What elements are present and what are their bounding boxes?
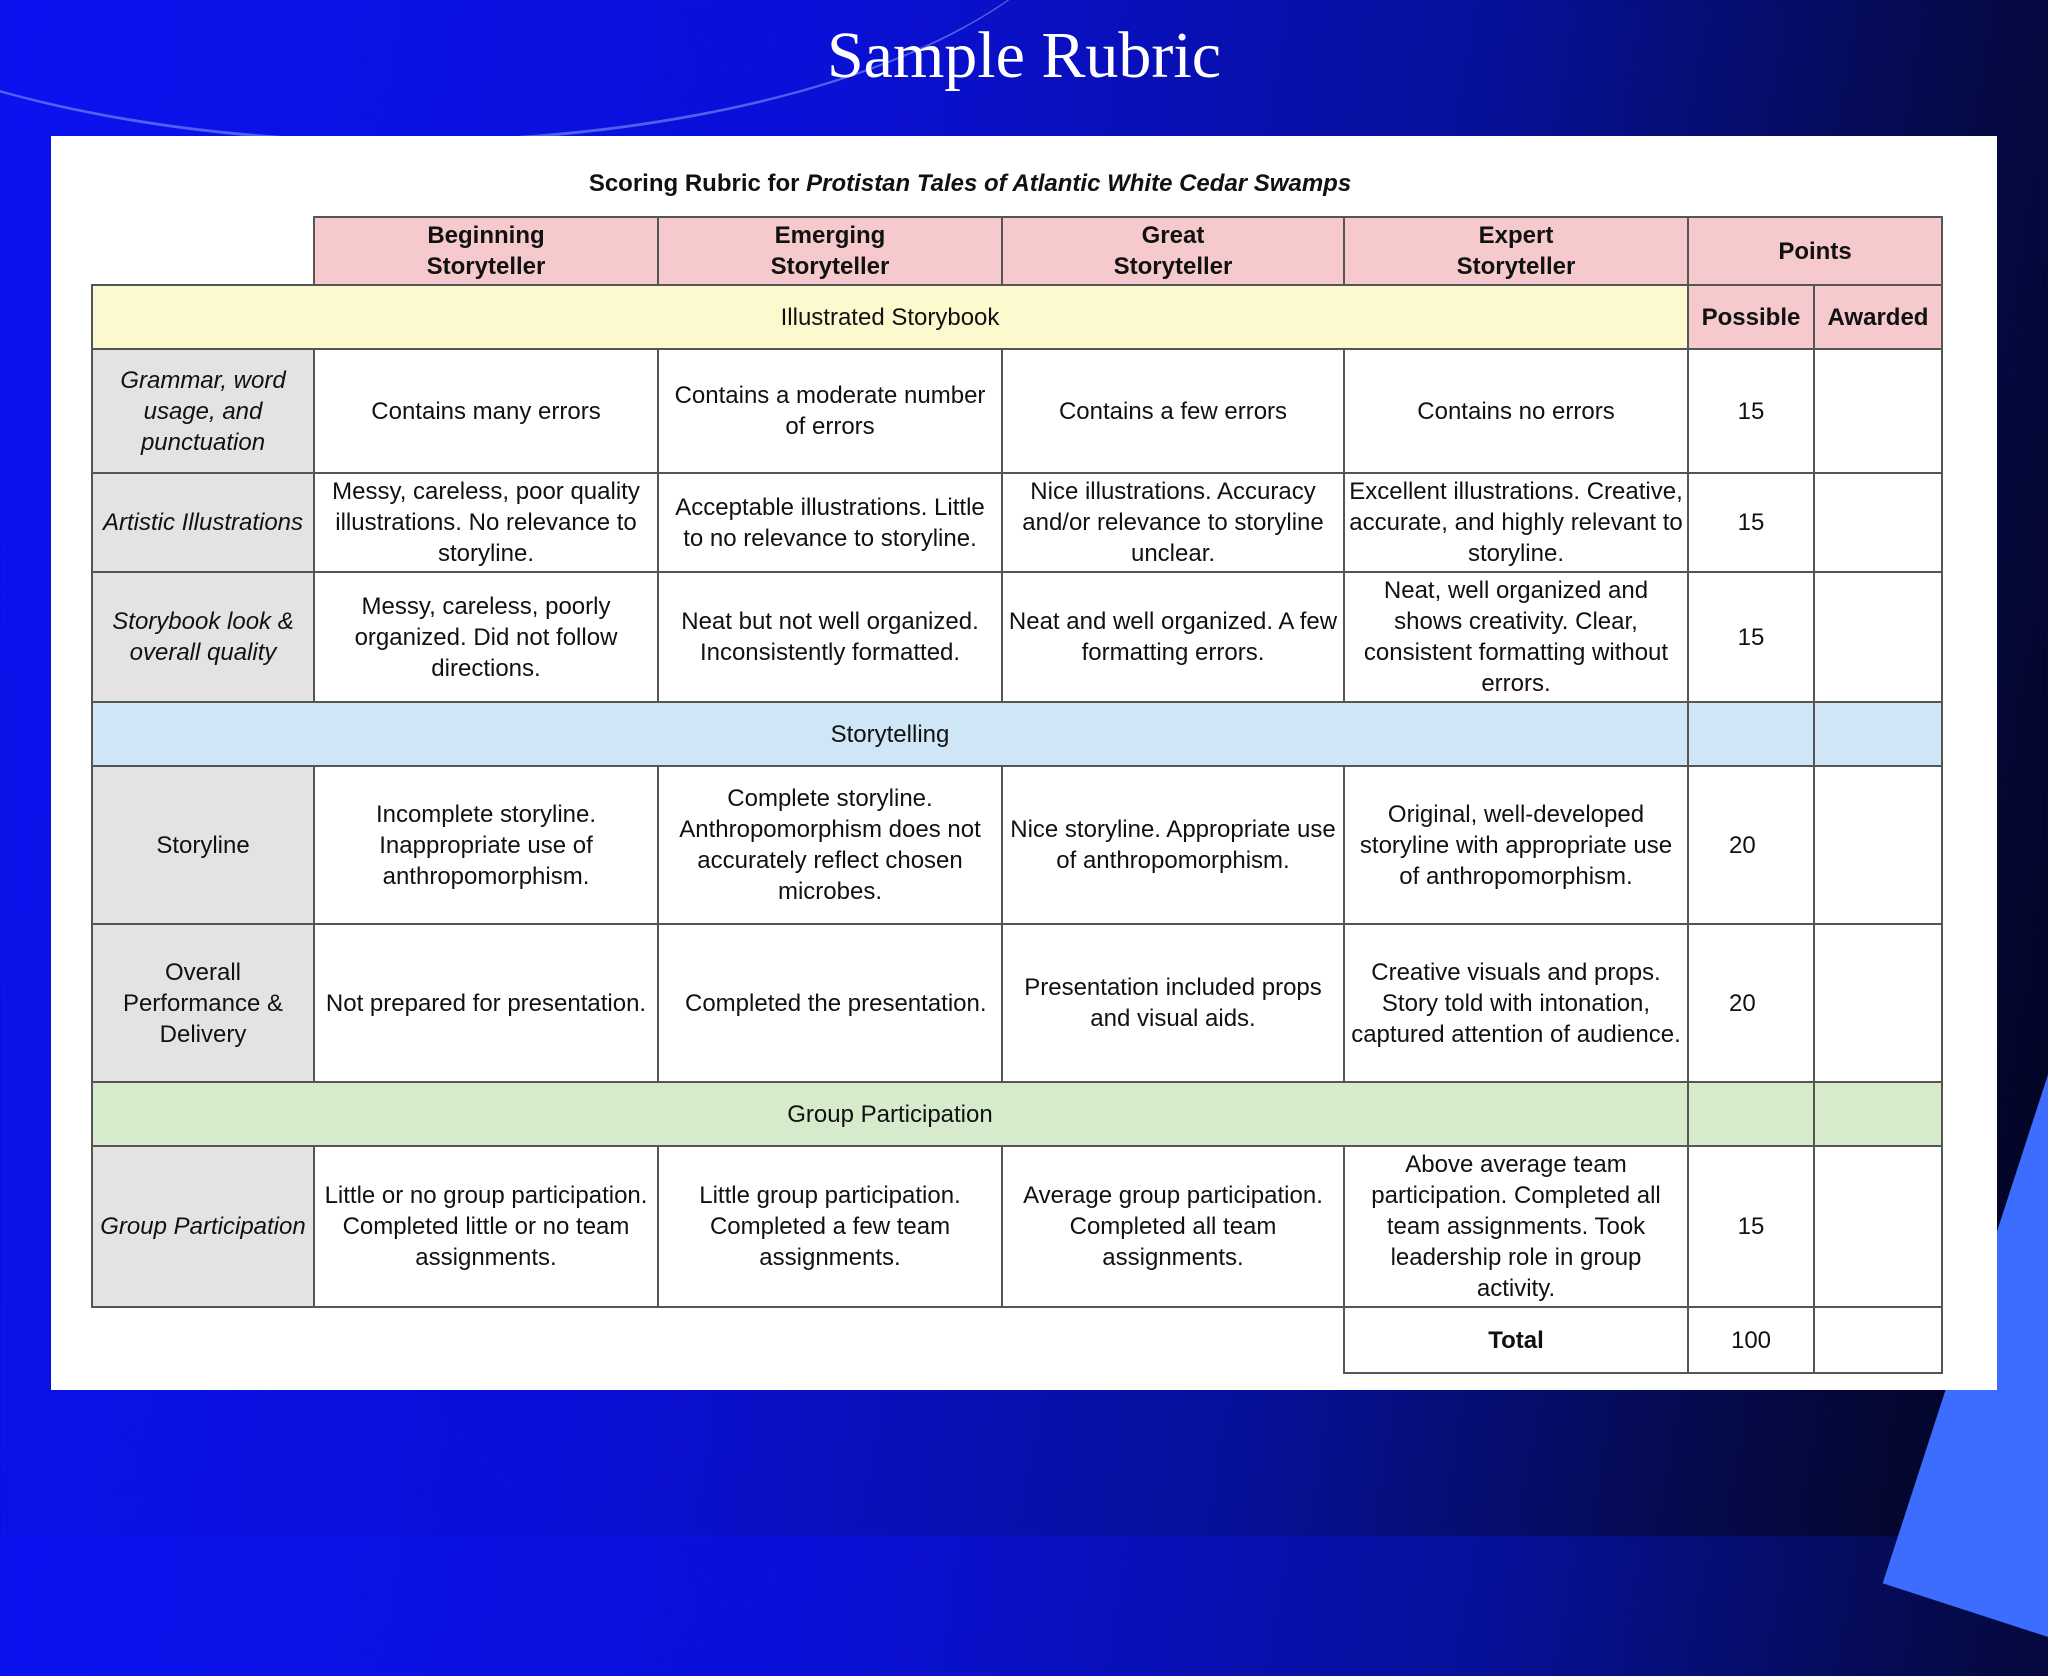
row-label: Group Participation (92, 1146, 314, 1307)
rubric-table (91, 216, 1943, 1374)
rubric-title-prefix: Scoring Rubric for (588, 170, 807, 197)
rubric-cell: Nice illustrations. Accuracy and/or relevance to storyline unclear. (1002, 473, 1344, 572)
row-label: Artistic Illustrations (92, 473, 314, 572)
possible-points: 15 (1688, 1146, 1814, 1307)
rubric-cell: Contains no errors (1344, 349, 1688, 473)
rubric-row (92, 1146, 1942, 1307)
rubric-title (120, 170, 1820, 198)
level-header-expert: Expert Storyteller (1344, 217, 1688, 285)
total-row (92, 1307, 1942, 1373)
section-group: Group Participation (92, 1082, 1688, 1146)
rubric-cell: Completed the presentation. (658, 924, 1002, 1082)
possible-points: 15 (1688, 572, 1814, 702)
level-header-beginning: Beginning Storyteller (314, 217, 658, 285)
awarded-points[interactable] (1814, 572, 1942, 702)
rubric-cell: Excellent illustrations. Creative, accurate, and highly relevant to storyline. (1344, 473, 1688, 572)
awarded-points[interactable] (1814, 1146, 1942, 1307)
possible-points: 15 (1688, 349, 1814, 473)
rubric-cell: Neat and well organized. A few formatting errors. (1002, 572, 1344, 702)
section-row-storybook (92, 285, 1942, 349)
rubric-cell: Acceptable illustrations. Little to no relevance to storyline. (658, 473, 1002, 572)
rubric-row (92, 924, 1942, 1082)
section-row-storytelling (92, 702, 1942, 766)
awarded-points[interactable] (1814, 349, 1942, 473)
total-label: Total (1344, 1307, 1688, 1373)
rubric-cell: Above average team participation. Completed all team assignments. Took leadership role in group activity. (1344, 1146, 1688, 1307)
rubric-cell: Messy, careless, poor quality illustrations. No relevance to storyline. (314, 473, 658, 572)
level-header-great: Great Storyteller (1002, 217, 1344, 285)
rubric-cell: Not prepared for presentation. (314, 924, 658, 1082)
rubric-cell: Presentation included props and visual aids. (1002, 924, 1344, 1082)
total-spacer (92, 1307, 1344, 1373)
possible-points: 20 (1688, 924, 1814, 1082)
total-awarded[interactable] (1814, 1307, 1942, 1373)
section-storytelling: Storytelling (92, 702, 1688, 766)
rubric-cell: Contains many errors (314, 349, 658, 473)
section-row-group (92, 1082, 1942, 1146)
level-header-row (92, 217, 1942, 285)
section-storybook: Illustrated Storybook (92, 285, 1688, 349)
slide-title: Sample Rubric (826, 19, 1222, 92)
awarded-header: Awarded (1814, 285, 1942, 349)
level-header-emerging: Emerging Storyteller (658, 217, 1002, 285)
rubric-cell: Messy, careless, poorly organized. Did not follow directions. (314, 572, 658, 702)
row-label: Storybook look & overall quality (92, 572, 314, 702)
rubric-cell: Complete storyline. Anthropomorphism does not accurately reflect chosen microbes. (658, 766, 1002, 924)
row-label: Grammar, word usage, and punctuation (92, 349, 314, 473)
rubric-cell: Contains a few errors (1002, 349, 1344, 473)
total-possible: 100 (1688, 1307, 1814, 1373)
rubric-row (92, 766, 1942, 924)
section-storytelling-possible (1688, 702, 1814, 766)
rubric-cell: Little or no group participation. Completed little or no team assignments. (314, 1146, 658, 1307)
rubric-cell: Original, well-developed storyline with appropriate use of anthropomorphism. (1344, 766, 1688, 924)
rubric-cell: Little group participation. Completed a few team assignments. (658, 1146, 1002, 1307)
rubric-row (92, 572, 1942, 702)
rubric-row (92, 473, 1942, 572)
row-label: Storyline (92, 766, 314, 924)
rubric-row (92, 349, 1942, 473)
rubric-cell: Neat, well organized and shows creativity. Clear, consistent formatting without errors. (1344, 572, 1688, 702)
empty-corner (92, 217, 314, 285)
possible-header: Possible (1688, 285, 1814, 349)
awarded-points[interactable] (1814, 766, 1942, 924)
awarded-points[interactable] (1814, 924, 1942, 1082)
rubric-title-italic: Protistan Tales of Atlantic White Cedar Swamps (806, 170, 1352, 197)
section-group-possible (1688, 1082, 1814, 1146)
section-storytelling-awarded (1814, 702, 1942, 766)
possible-points: 15 (1688, 473, 1814, 572)
rubric-cell: Neat but not well organized. Inconsistently formatted. (658, 572, 1002, 702)
rubric-cell: Average group participation. Completed all team assignments. (1002, 1146, 1344, 1307)
rubric-cell: Creative visuals and props. Story told with intonation, captured attention of audience. (1344, 924, 1688, 1082)
rubric-cell: Contains a moderate number of errors (658, 349, 1002, 473)
row-label: Overall Performance & Delivery (92, 924, 314, 1082)
awarded-points[interactable] (1814, 473, 1942, 572)
possible-points: 20 (1688, 766, 1814, 924)
points-header: Points (1688, 217, 1942, 285)
rubric-cell: Incomplete storyline. Inappropriate use of anthropomorphism. (314, 766, 658, 924)
rubric-cell: Nice storyline. Appropriate use of anthropomorphism. (1002, 766, 1344, 924)
section-group-awarded (1814, 1082, 1942, 1146)
